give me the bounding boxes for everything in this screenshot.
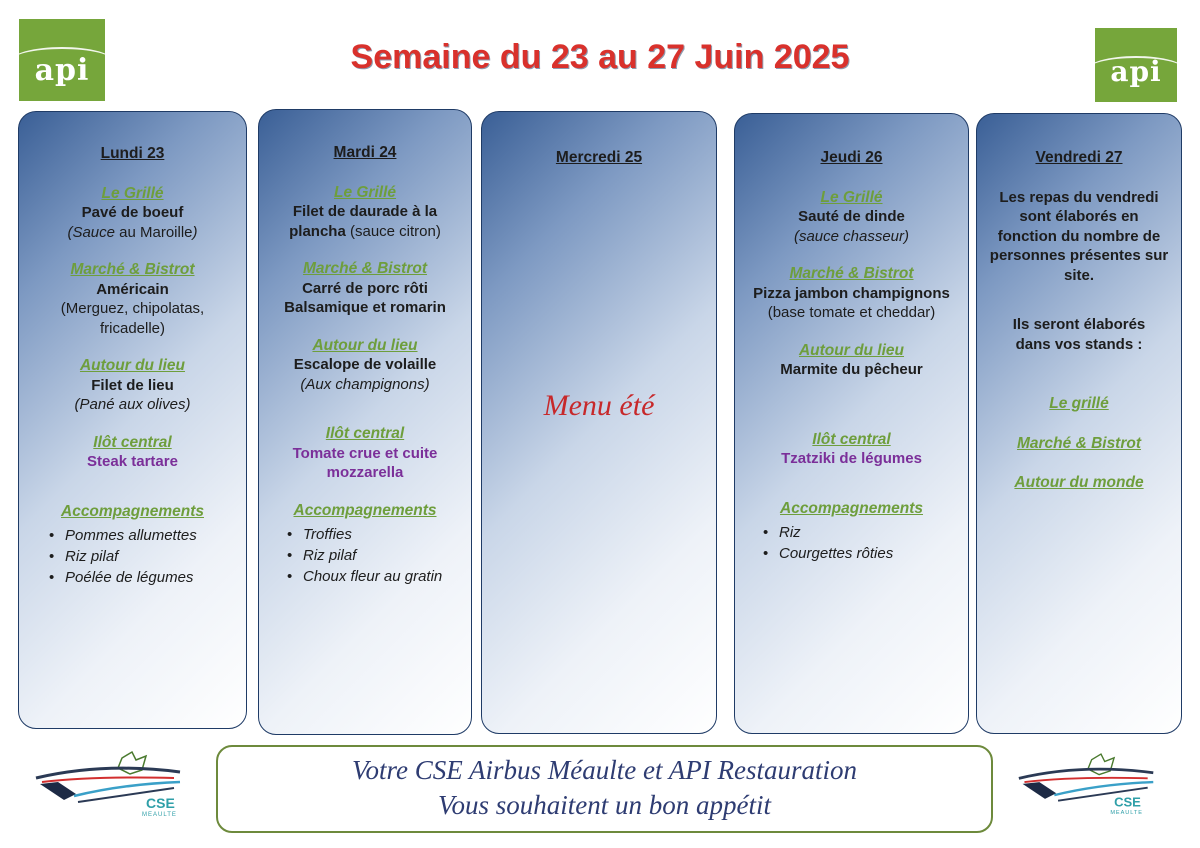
dish-name: Carré de porc rôti Balsamique et romarin bbox=[284, 279, 446, 316]
cse-logo-text: CSE bbox=[1114, 794, 1141, 810]
list-item: • Choux fleur au gratin bbox=[287, 566, 471, 587]
list-item: • Poélée de légumes bbox=[49, 567, 246, 588]
cse-airbus-logo-right bbox=[1017, 748, 1157, 818]
dish-name: Marmite du pêcheur bbox=[780, 361, 923, 378]
list-item: • Troffies bbox=[287, 524, 471, 545]
section-ilot-central: Ilôt central bbox=[325, 425, 405, 442]
dish-name: Filet de daurade à la bbox=[292, 203, 438, 220]
dish-note: (Merguez, chipolatas, fricadelle) bbox=[60, 300, 205, 337]
sides-list bbox=[735, 522, 968, 564]
day-column-mercredi bbox=[481, 111, 717, 734]
api-logo-right bbox=[1095, 28, 1177, 102]
dish-name: Tomate crue et cuite mozzarella bbox=[292, 444, 438, 481]
cse-logo-subtext: MEAULTE bbox=[1110, 809, 1143, 816]
section-autour-du-lieu: Autour du lieu bbox=[312, 336, 418, 354]
dish-note: plancha (sauce citron) bbox=[289, 222, 441, 240]
stand-marche-bistrot: Marché & Bistrot bbox=[1016, 434, 1142, 452]
list-item: • Riz bbox=[763, 522, 968, 543]
day-column-vendredi bbox=[976, 113, 1182, 734]
dish-name: Escalope de volaille bbox=[293, 356, 437, 373]
section-autour-du-lieu: Autour du lieu bbox=[79, 357, 186, 374]
day-heading: Mercredi 25 bbox=[555, 149, 643, 166]
menu-ete-label: Menu été bbox=[543, 388, 655, 422]
day-column-jeudi bbox=[734, 113, 969, 734]
dish-note: (Pané aux olives) bbox=[74, 396, 191, 413]
stand-autour-du-monde: Autour du monde bbox=[1014, 474, 1144, 491]
api-logo-text: api bbox=[1110, 54, 1162, 88]
section-le-grille: Le Grillé bbox=[333, 183, 397, 201]
section-marche-bistrot: Marché & Bistrot bbox=[789, 265, 914, 282]
dish-name: Tzatziki de légumes bbox=[781, 450, 922, 467]
api-logo-left bbox=[19, 19, 105, 101]
footer-line-1: Votre CSE Airbus Méaulte et API Restauration bbox=[352, 755, 857, 785]
footer-message-box bbox=[216, 745, 993, 833]
dish-name: Filet de lieu bbox=[91, 376, 174, 394]
info-text: Les repas du vendredi sont élaborés en fonction du nombre de personnes présentes sur site. bbox=[989, 188, 1169, 284]
info-text: Ils seront élaborés dans vos stands : bbox=[1012, 316, 1146, 353]
dish-name: Pizza jambon champignons bbox=[753, 284, 950, 302]
day-heading: Mardi 24 bbox=[333, 144, 397, 161]
api-logo-text: api bbox=[34, 52, 90, 88]
dish-note: (base tomate et cheddar) bbox=[767, 304, 936, 321]
dish-name: Pavé de boeuf bbox=[81, 204, 184, 221]
section-ilot-central: Ilôt central bbox=[93, 433, 172, 451]
day-heading: Jeudi 26 bbox=[820, 149, 883, 166]
section-accompagnements: Accompagnements bbox=[61, 502, 204, 520]
section-autour-du-lieu: Autour du lieu bbox=[798, 341, 905, 359]
cse-logo-text: CSE bbox=[146, 795, 175, 811]
section-ilot-central: Ilôt central bbox=[812, 430, 891, 448]
sides-list bbox=[259, 524, 471, 587]
day-column-mardi bbox=[258, 109, 472, 735]
dish-note: (sauce chasseur) bbox=[793, 227, 910, 245]
list-item: • Riz pilaf bbox=[49, 546, 246, 567]
stand-le-grille: Le grillé bbox=[1049, 395, 1109, 412]
day-heading: Vendredi 27 bbox=[1035, 149, 1123, 166]
list-item: • Riz pilaf bbox=[287, 545, 471, 566]
section-accompagnements: Accompagnements bbox=[293, 501, 437, 519]
dish-note: (Sauce au Maroille) bbox=[67, 223, 198, 241]
day-heading: Lundi 23 bbox=[100, 145, 165, 162]
dish-name: Américain bbox=[96, 280, 169, 298]
section-le-grille: Le Grillé bbox=[820, 188, 883, 206]
day-column-lundi bbox=[18, 111, 247, 729]
dish-name: Steak tartare bbox=[87, 453, 178, 470]
dish-note: (Aux champignons) bbox=[300, 375, 430, 393]
list-item: • Courgettes rôties bbox=[763, 543, 968, 564]
cse-logo-subtext: MEAULTE bbox=[142, 812, 177, 818]
section-le-grille: Le Grillé bbox=[101, 184, 164, 202]
dish-name: Sauté de dinde bbox=[798, 208, 905, 225]
section-accompagnements: Accompagnements bbox=[780, 499, 923, 517]
list-item: • Pommes allumettes bbox=[49, 525, 246, 546]
page-title: Semaine du 23 au 27 Juin 2025 bbox=[350, 38, 850, 76]
footer-line-2: Vous souhaitent un bon appétit bbox=[438, 790, 771, 820]
cse-airbus-logo-left bbox=[34, 748, 184, 818]
sides-list bbox=[19, 525, 246, 588]
section-marche-bistrot: Marché & Bistrot bbox=[70, 261, 195, 278]
section-marche-bistrot: Marché & Bistrot bbox=[302, 260, 428, 277]
